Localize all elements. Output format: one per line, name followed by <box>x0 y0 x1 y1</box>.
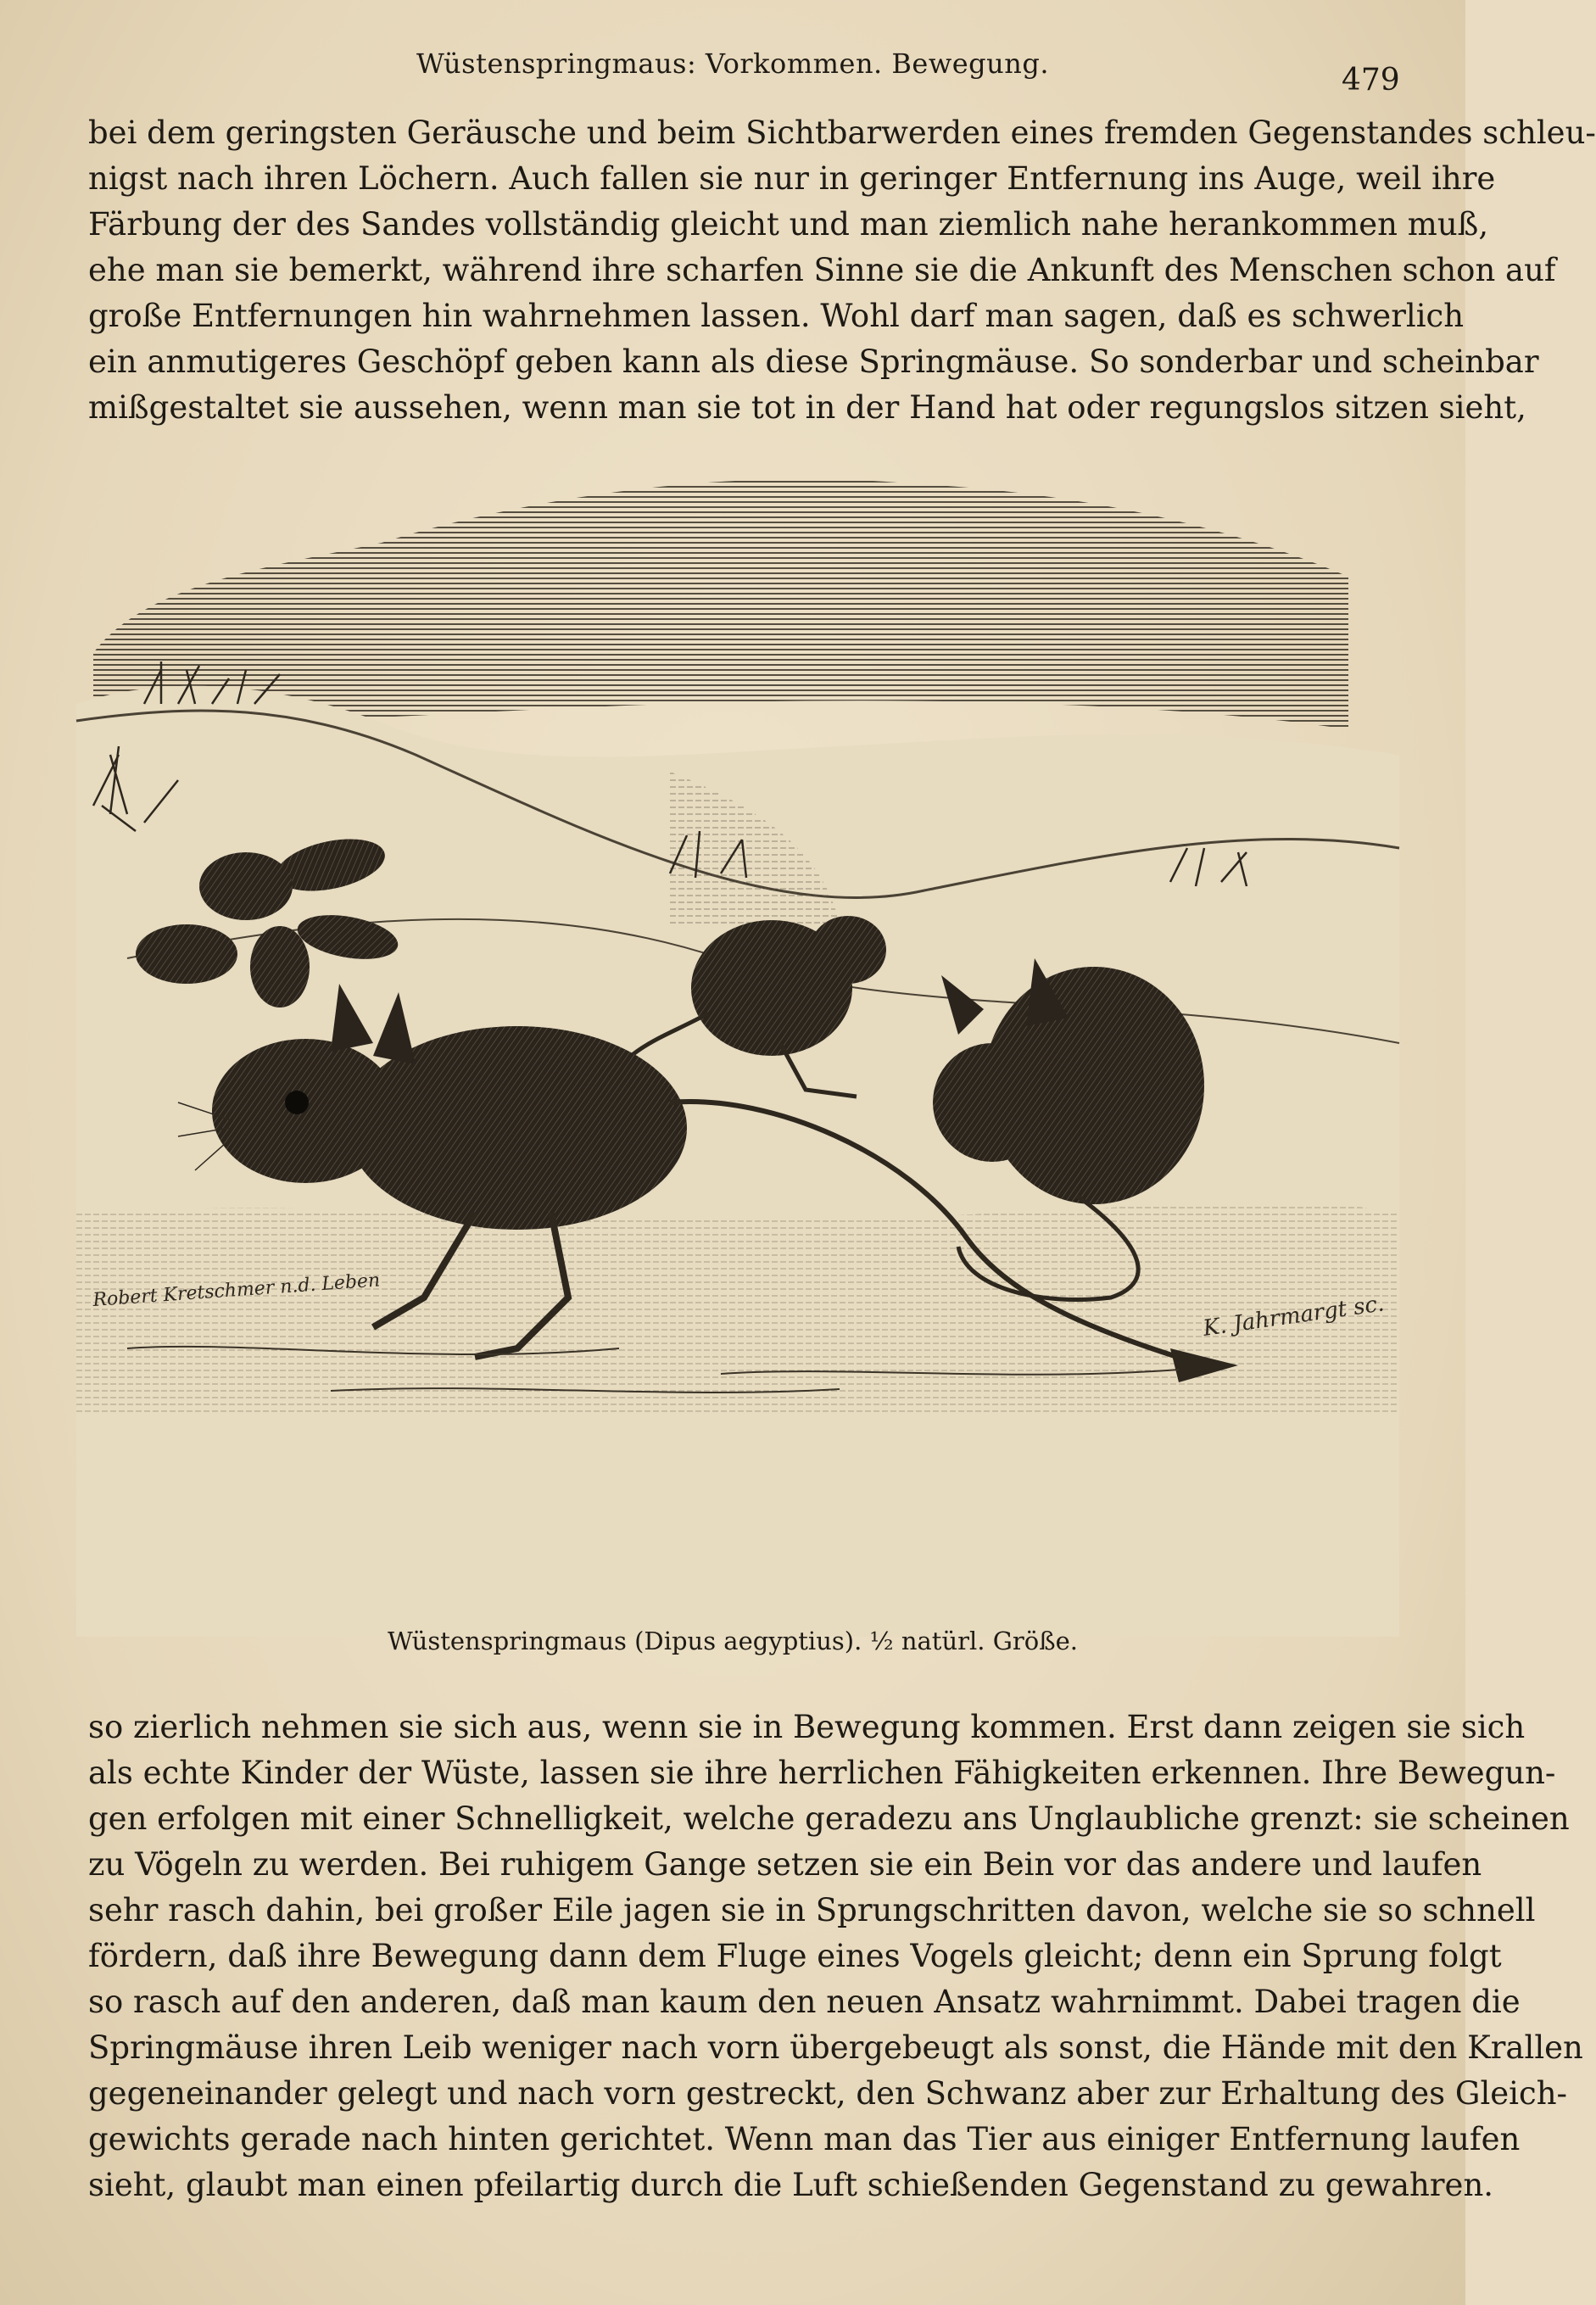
page-header <box>0 47 1465 98</box>
text-line: Springmäuse ihren Leib weniger nach vorn übergebeugt als sonst, die Hände mit den Krallen <box>88 2029 1583 2066</box>
text-line: gen erfolgen mit einer Schnelligkeit, welche geradezu ans Unglaubliche grenzt: sie scheinen <box>88 1800 1570 1837</box>
text-block-top <box>88 110 1596 431</box>
text-line: so rasch auf den anderen, daß man kaum den neuen Ansatz wahrnimmt. Dabei tragen die <box>88 1984 1521 2020</box>
text-line: große Entfernungen hin wahrnehmen lassen. Wohl darf man sagen, daß es schwerlich <box>88 298 1465 334</box>
text-line: ein anmutigeres Geschöpf geben kann als diese Springmäuse. So sonderbar und scheinbar <box>88 343 1539 380</box>
running-head: Wüstenspringmaus: Vorkommen. Bewegung. <box>416 47 1050 80</box>
text-line: nigst nach ihren Löchern. Auch fallen sie nur in geringer Entfernung ins Auge, weil ihre <box>88 160 1496 197</box>
text-line: sehr rasch dahin, bei großer Eile jagen sie in Sprungschritten davon, welche sie so schnell <box>88 1892 1536 1928</box>
text-line: fördern, daß ihre Bewegung dann dem Fluge eines Vogels gleicht; denn ein Sprung folgt <box>88 1938 1502 1974</box>
signature-left-text: Robert Kretschmer n.d. Leben <box>92 1270 381 1311</box>
text-line: als echte Kinder der Wüste, lassen sie ihre herrlichen Fähigkeiten erkennen. Ihre Bewegun- <box>88 1755 1556 1791</box>
text-line: mißgestaltet sie aussehen, wenn man sie tot in der Hand hat oder regungslos sitzen sieht, <box>88 389 1526 426</box>
signature-right-text: K. Jahrmargt sc. <box>1201 1291 1387 1342</box>
text-line: gegeneinander gelegt und nach vorn gestreckt, den Schwanz aber zur Erhaltung des Gleich- <box>88 2075 1568 2112</box>
text-line: bei dem geringsten Geräusche und beim Sichtbarwerden eines fremden Gegenstandes schleu- <box>88 114 1596 151</box>
text-line: Färbung der des Sandes vollständig gleicht und man ziemlich nahe herankommen muß, <box>88 206 1489 243</box>
text-line: ehe man sie bemerkt, während ihre scharfen Sinne sie die Ankunft des Menschen schon auf <box>88 252 1556 288</box>
text-line: gewichts gerade nach hinten gerichtet. Wenn man das Tier aus einiger Entfernung laufen <box>88 2121 1521 2157</box>
text-block-bottom <box>88 1705 1583 2208</box>
engraving-illustration <box>76 449 1408 1637</box>
page-number: 479 <box>1342 63 1400 98</box>
text-line: sieht, glaubt man einen pfeilartig durch die Luft schießenden Gegenstand zu gewahren. <box>88 2167 1494 2203</box>
sky-clouds <box>93 479 1348 729</box>
figure-caption: Wüstenspringmaus (Dipus aegyptius). ½ natürl. Größe. <box>388 1627 1078 1655</box>
text-line: so zierlich nehmen sie sich aus, wenn sie in Bewegung kommen. Erst dann zeigen sie sich <box>88 1709 1526 1745</box>
text-line: zu Vögeln zu werden. Bei ruhigem Gange setzen sie ein Bein vor das andere und laufen <box>88 1846 1482 1883</box>
